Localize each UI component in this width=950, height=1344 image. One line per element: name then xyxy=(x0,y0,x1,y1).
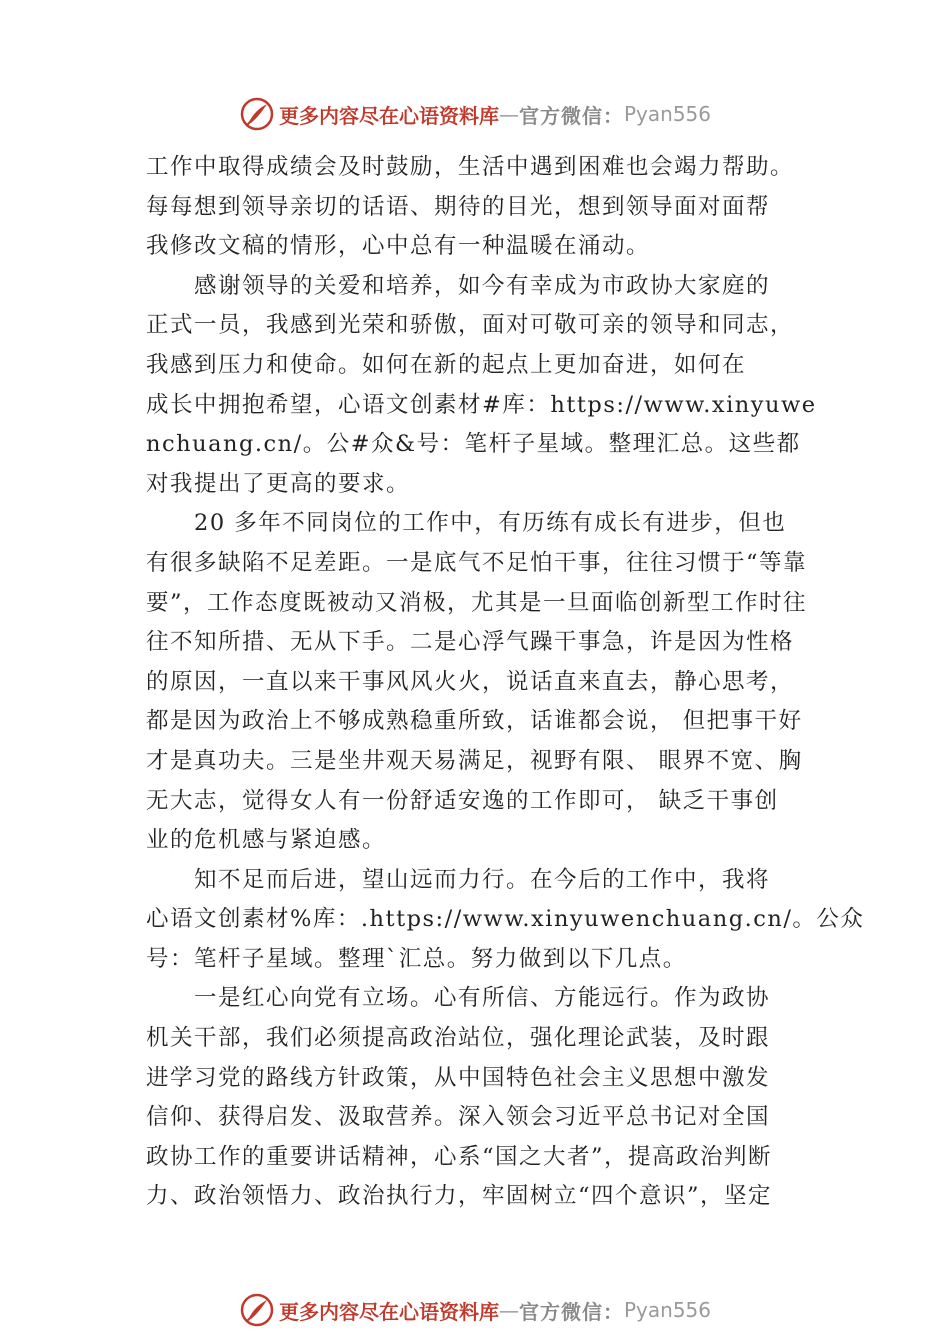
text-line: 每每想到领导亲切的话语、期待的目光，想到领导面对面帮 xyxy=(146,193,771,220)
header-wechat-id: Pyan556 xyxy=(623,102,711,126)
text-line: 进学习党的路线方针政策，从中国特色社会主义思想中激发 xyxy=(146,1064,771,1091)
footer-dash: — xyxy=(498,1298,519,1322)
text-line: 我修改文稿的情形，心中总有一种温暖在涌动。 xyxy=(146,233,651,260)
text-line: nchuang.cn/。公#众&号：笔杆子星域。整理汇总。这些都 xyxy=(146,431,801,458)
text-line: 20 多年不同岗位的工作中，有历练有成长有进步，但也 xyxy=(146,510,787,537)
header-banner xyxy=(0,94,950,134)
text-line: 要”，工作态度既被动又消极，尤其是一旦面临创新型工作时往 xyxy=(146,589,808,616)
text-line: 力、政治领悟力、政治执行力，牢固树立“四个意识”，坚定 xyxy=(146,1183,773,1210)
footer-label: 官方微信： xyxy=(518,1299,624,1324)
text-line: 业的危机感与紧迫感。 xyxy=(146,827,387,854)
text-line: 的原因，一直以来干事风风火火，说话直来直去，静心思考， xyxy=(146,668,795,695)
text-line: 成长中拥抱希望，心语文创素材#库：https://www.xinyuwe xyxy=(146,391,817,418)
text-line: 感谢领导的关爱和培养，如今有幸成为市政协大家庭的 xyxy=(146,272,771,299)
text-line: 工作中取得成绩会及时鼓励，生活中遇到困难也会竭力帮助。 xyxy=(146,154,795,180)
text-line: 都是因为政治上不够成熟稳重所致，话谁都会说， 但把事干好 xyxy=(146,708,803,735)
footer-wechat-id: Pyan556 xyxy=(623,1298,711,1322)
footer-banner xyxy=(0,1290,950,1330)
text-line: 心语文创素材%库：.https://www.xinyuwenchuang.cn/。公众 xyxy=(146,906,865,933)
text-line: 才是真功夫。三是坐井观天易满足，视野有限、 眼界不宽、胸 xyxy=(146,747,803,774)
text-line: 对我提出了更高的要求。 xyxy=(146,470,411,497)
header-label: 官方微信： xyxy=(518,103,624,128)
text-line: 无大志，觉得女人有一份舒适安逸的工作即可， 缺乏干事创 xyxy=(146,787,779,814)
text-line: 号：笔杆子星域。整理`汇总。努力做到以下几点。 xyxy=(146,945,687,972)
text-line: 正式一员，我感到光荣和骄傲，面对可敬可亲的领导和同志， xyxy=(146,312,795,339)
text-line: 一是红心向党有立场。心有所信、方能远行。作为政协 xyxy=(146,985,771,1012)
text-line: 往不知所措、无从下手。二是心浮气躁干事急，许是因为性格 xyxy=(146,629,795,656)
text-line: 政协工作的重要讲话精神，心系“国之大者”，提高政治判断 xyxy=(146,1143,773,1170)
text-line: 知不足而后进，望山远而力行。在今后的工作中，我将 xyxy=(146,866,771,893)
text-line: 机关干部，我们必须提高政治站位，强化理论武装，及时跟 xyxy=(146,1025,771,1052)
quill-seal-icon xyxy=(239,1292,275,1328)
text-line: 有很多缺陷不足差距。一是底气不足怕干事，往往习惯于“等靠 xyxy=(146,549,808,576)
text-line: 信仰、获得启发、汲取营养。深入领会习近平总书记对全国 xyxy=(146,1104,771,1131)
header-dash: — xyxy=(498,102,519,126)
text-line: 我感到压力和使命。如何在新的起点上更加奋进，如何在 xyxy=(146,351,747,378)
document-body xyxy=(146,148,865,1217)
quill-seal-icon xyxy=(239,96,275,132)
header-main-text: 更多内容尽在心语资料库 xyxy=(278,103,499,128)
footer-main-text: 更多内容尽在心语资料库 xyxy=(278,1299,499,1324)
